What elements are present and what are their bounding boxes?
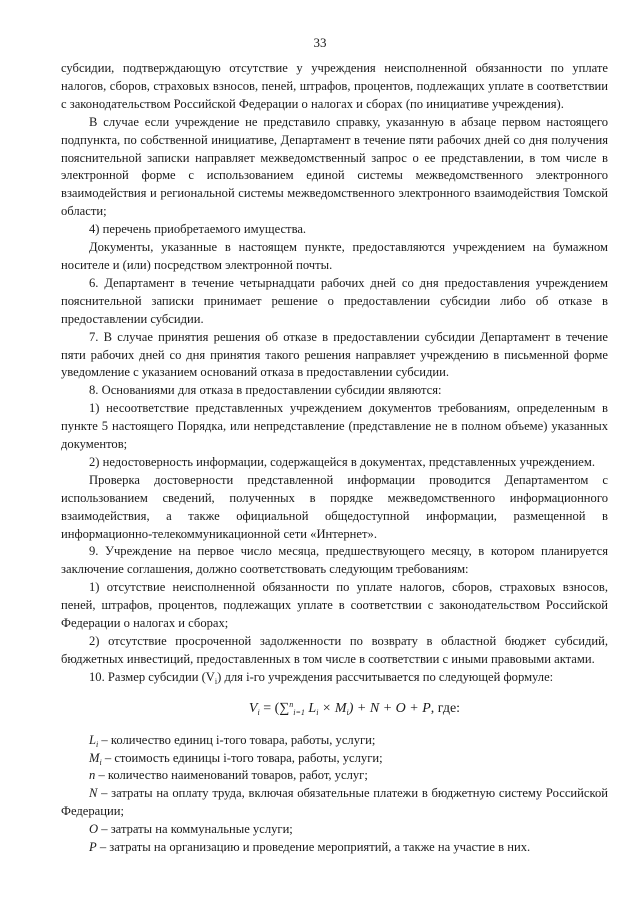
formula-term-m: × M	[318, 700, 347, 716]
paragraph: 2) отсутствие просроченной задолженности по возврату в областной бюджет субсидий, бюджетных инвестиций, предоставленных в том числе в соответствии с иными правовыми актами.	[61, 634, 608, 666]
formula-sum-sup: n	[289, 699, 294, 709]
legend-symbol: O	[89, 822, 99, 837]
legend-symbol-sub: i	[96, 739, 99, 749]
paragraph-list	[61, 60, 608, 669]
formula-term-l: L	[304, 700, 317, 716]
formula-sum-sign: ∑	[279, 700, 290, 716]
paragraph: В случае если учреждение не представило справку, указанную в абзаце первом настоящего подпункта, по собственной инициативе, Департамент в течение пяти рабочих дней со дня получения пояснительной записки направляет межведомственный запрос о ее представлении, в том числе в электронной форме с использованием единой системы межведомственного электронного взаимодействия и региональной системы межведомственного электронного взаимодействия Томской области;	[61, 114, 608, 219]
legend-item	[61, 821, 608, 839]
paragraph: 1) отсутствие неисполненной обязанности по уплате налогов, сборов, страховых взносов, пеней, штрафов, процентов, подлежащих уплате в соответствии с законодательством Российской Федерации о налогах и сборах;	[61, 580, 608, 631]
formula-intro-before: 10. Размер субсидии (V	[89, 669, 215, 684]
document-body	[61, 60, 608, 857]
formula-sum-sub: i=1	[293, 707, 305, 717]
formula-intro	[61, 669, 608, 687]
legend-text: – количество единиц i-того товара, работы, услуги;	[98, 732, 376, 747]
legend-symbol-sub: i	[99, 757, 102, 767]
paragraph: 2) недостоверность информации, содержащейся в документах, представленных учреждением.	[89, 454, 595, 469]
legend-symbol: n	[89, 768, 96, 783]
paragraph: 8. Основаниями для отказа в предоставлении субсидии являются:	[89, 383, 442, 398]
subsidy-formula	[61, 700, 608, 718]
paragraph: субсидии, подтверждающую отсутствие у учреждения неисполненной обязанности по уплате налогов, сборов, страховых взносов, пеней, штрафов, процентов, подлежащих уплате в соответствии с законодательством Российской Федерации о налогах и сборах (по инициативе учреждения).	[61, 61, 608, 111]
legend-text: – затраты на организацию и проведение мероприятий, а также на участие в них.	[96, 840, 531, 855]
legend-symbol: L	[89, 732, 97, 747]
legend-symbol: M	[89, 750, 100, 765]
legend-symbol: N	[89, 786, 98, 801]
formula-eq: = (	[259, 700, 280, 716]
formula-term-l-sub: i	[316, 707, 319, 717]
paragraph: 7. В случае принятия решения об отказе в предоставлении субсидии Департамент в течение пяти рабочих дней со дня принятия такого решения направляет учреждению в письменной форме уведомление с указанием оснований отказа в предоставлении субсидии.	[61, 329, 608, 380]
paragraph: Проверка достоверности представленной информации проводится Департаментом с использованием сведений, полученных в порядке межведомственного информационного взаимодействия, а также официальной общедоступной информации, размещенной в информационно-телекоммуникационной сети «Интернет».	[61, 472, 608, 541]
paragraph: 1) несоответствие представленных учреждением документов требованиям, определенным в пункте 5 настоящего Порядка, или непредставление (представление не в полном объеме) указанных документов;	[61, 401, 608, 452]
legend-item	[61, 767, 608, 785]
legend-item	[61, 750, 608, 768]
legend-text: – затраты на коммунальные услуги;	[98, 822, 293, 837]
paragraph: 4) перечень приобретаемого имущества.	[89, 222, 307, 237]
formula-rest: ) + N + O + P	[348, 700, 431, 716]
legend-item	[61, 839, 608, 857]
formula-tail: , где:	[430, 700, 461, 716]
legend-item	[61, 785, 608, 821]
page-number: 33	[313, 35, 327, 50]
legend-text: – затраты на оплату труда, включая обязательные платежи в бюджетную систему Российской Федерации;	[61, 786, 608, 819]
formula-lhs: V	[248, 700, 258, 716]
formula-term-m-sub: i	[346, 707, 349, 717]
paragraph: 6. Департамент в течение четырнадцати рабочих дней со дня предоставления учреждением пояснительной записки принимает решение о предоставлении субсидии либо об отказе в предоставлении субсидии.	[61, 275, 608, 326]
formula-intro-after: ) для i-го учреждения рассчитывается по следующей формуле:	[217, 669, 554, 684]
legend-text: – стоимость единицы i-того товара, работы, услуги;	[101, 750, 383, 765]
formula-lhs-sub: i	[257, 707, 260, 717]
formula-legend	[61, 732, 608, 857]
paragraph: 9. Учреждение на первое число месяца, предшествующего месяцу, в котором планируется заключение соглашения, должно соответствовать следующим требованиям:	[61, 544, 608, 577]
formula-intro-sub: i	[214, 676, 218, 686]
legend-symbol: P	[89, 840, 97, 855]
legend-item	[61, 732, 608, 750]
paragraph: Документы, указанные в настоящем пункте, предоставляются учреждением на бумажном носителе и (или) посредством электронной почты.	[61, 240, 608, 272]
legend-text: – количество наименований товаров, работ, услуг;	[95, 768, 368, 783]
